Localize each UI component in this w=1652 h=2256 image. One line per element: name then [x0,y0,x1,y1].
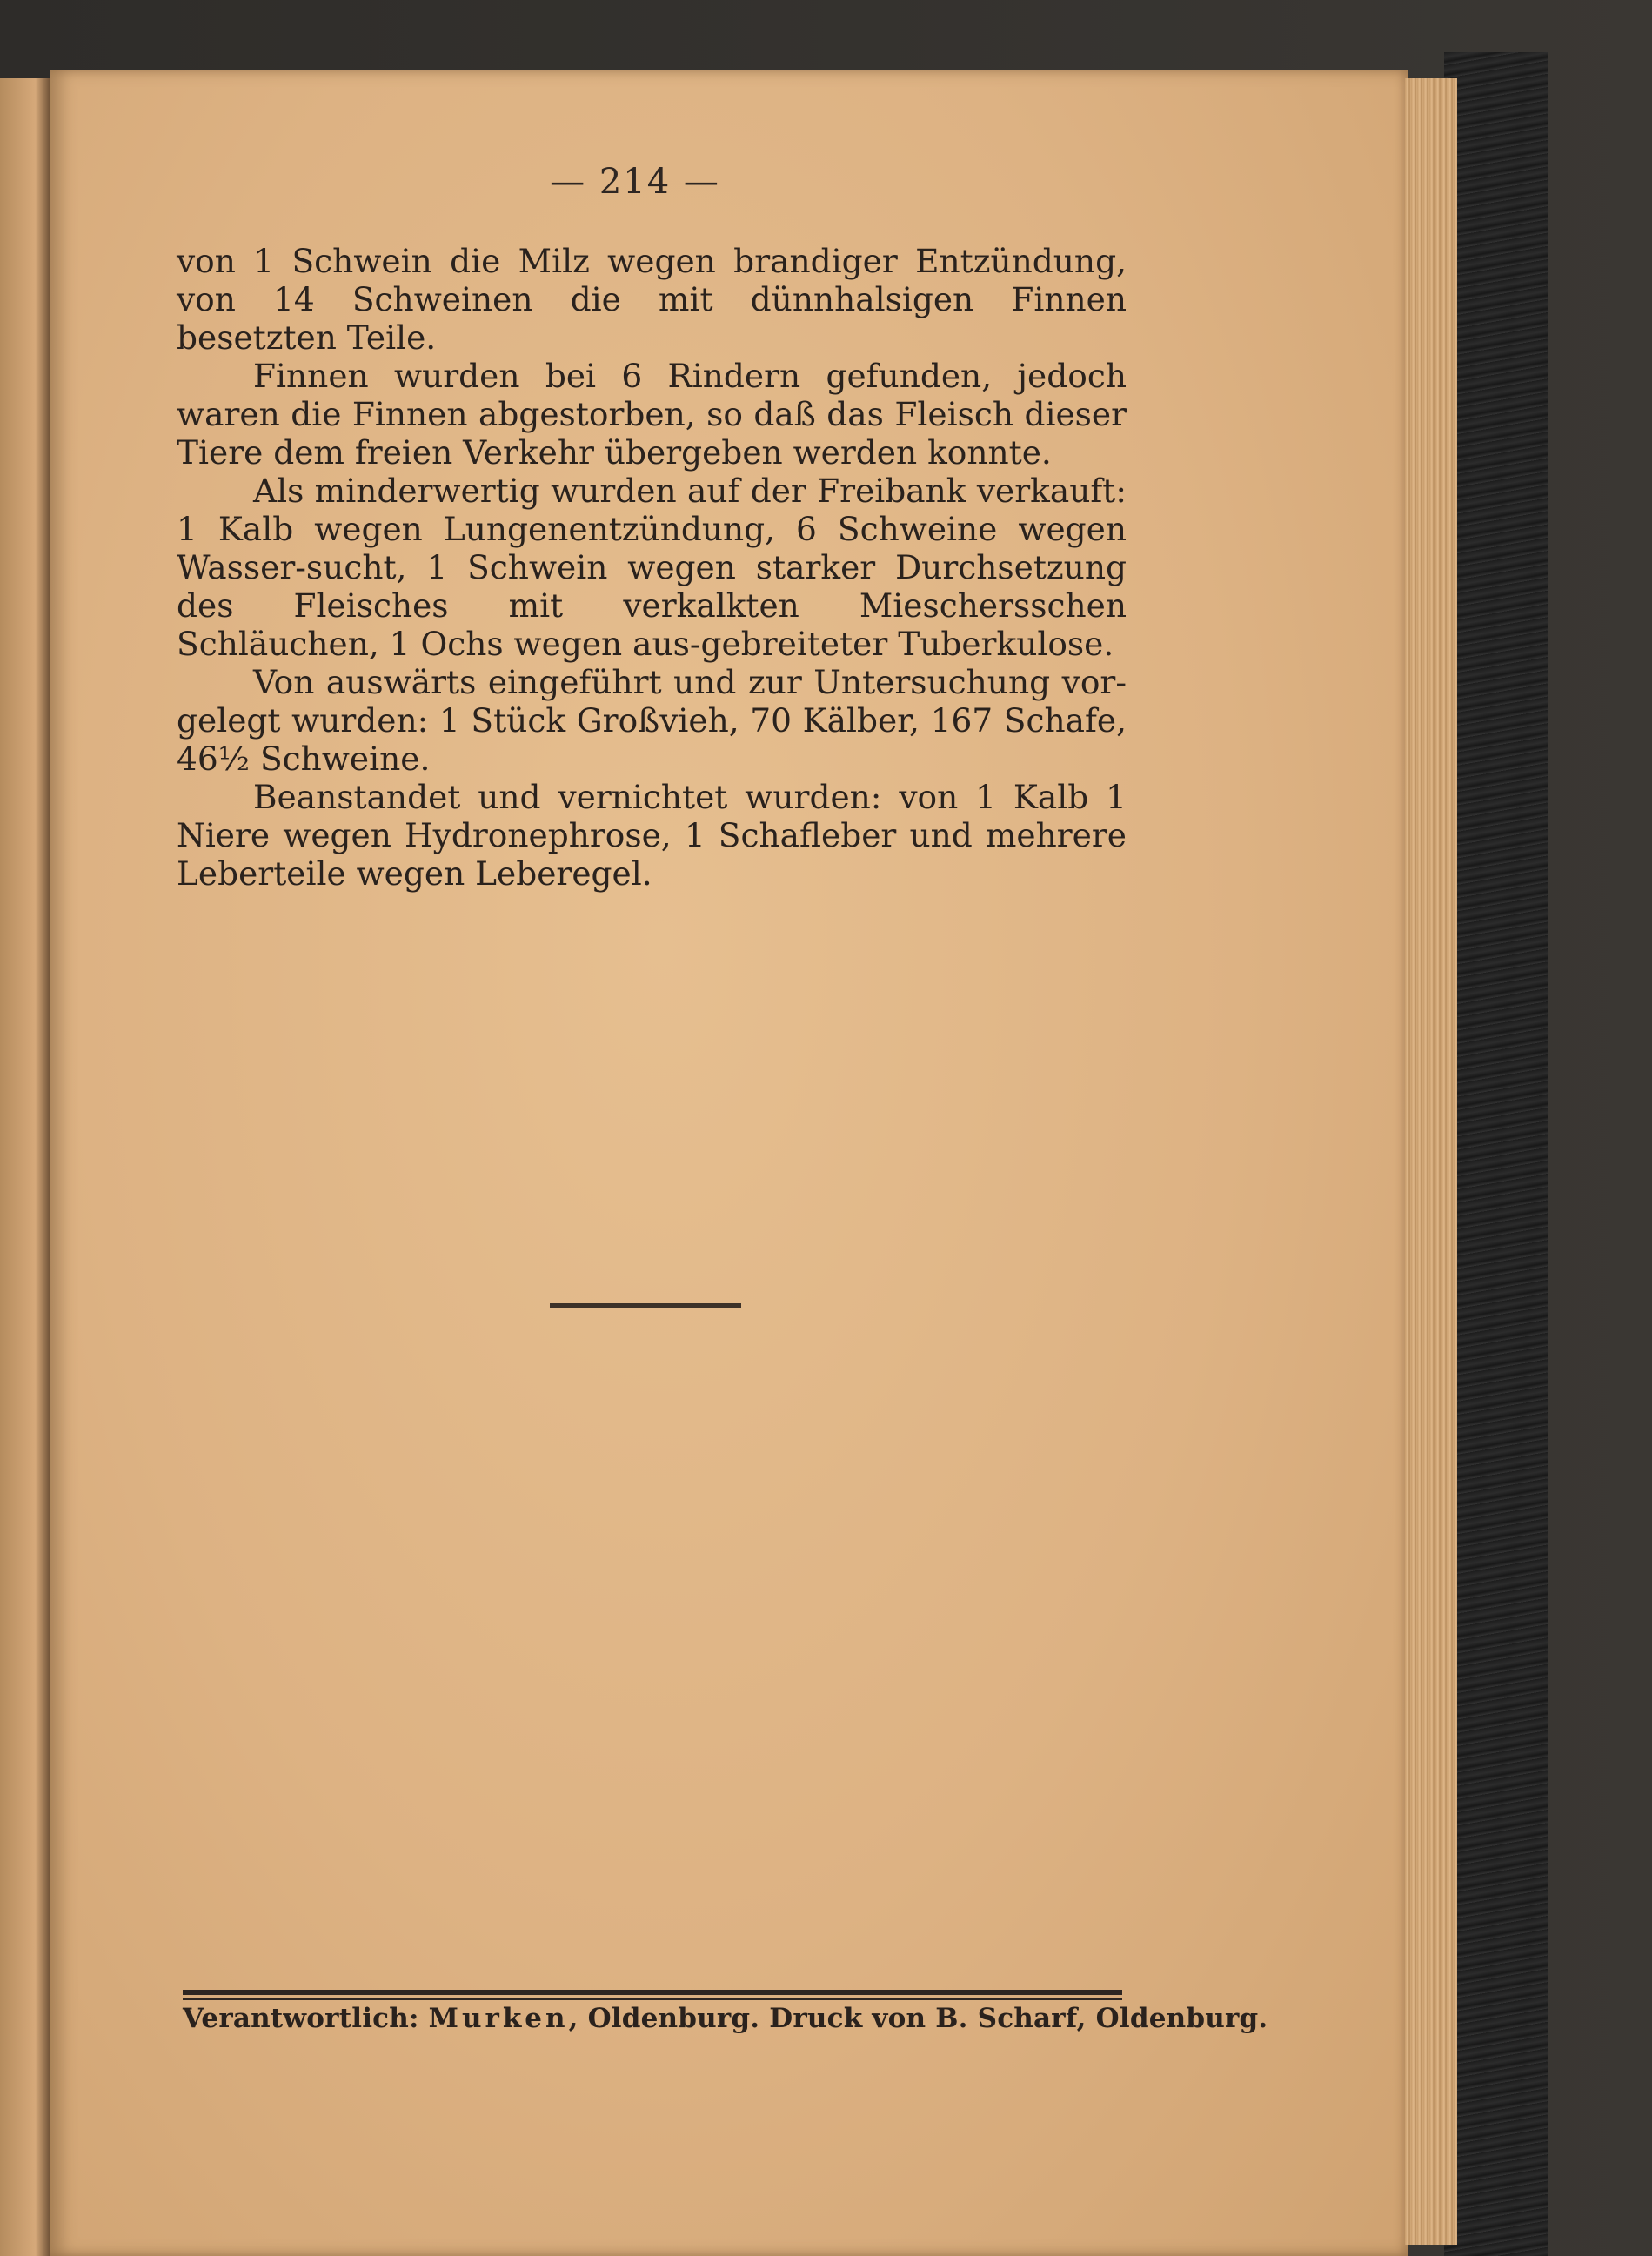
imprint-line [183,2003,1268,2046]
imprint-printer: Druck von B. Scharf, Oldenburg. [769,2003,1268,2034]
imprint-rule-thin [183,1998,1122,2000]
section-end-rule [550,1303,741,1308]
paragraph: Finnen wurden bei 6 Rindern gefunden, jedoch waren die Finnen abgestorben, so daß das Fleisch dieser Tiere dem freien Verkehr übergeben werden konnte. [177,357,1127,472]
imprint-editor: Murken [428,2003,569,2034]
imprint-editor-place: , Oldenburg. [568,2003,760,2034]
paragraph: von 1 Schwein die Milz wegen brandiger Entzündung, von 14 Schweinen die mit dünnhalsigen Finnen besetzten Teile. [177,242,1127,357]
facing-page-edge [0,78,50,2256]
body-text [177,242,1127,893]
page-stack-edge [1405,78,1457,2245]
paragraph: Von auswärts eingeführt und zur Untersuchung vor-gelegt wurden: 1 Stück Großvieh, 70 Kälber, 167 Schafe, 46½ Schweine. [177,663,1127,778]
page-number: — 214 — [550,162,720,202]
book-cover-edge [1444,52,1548,2256]
imprint-rule [183,1990,1122,1995]
imprint-label: Verantwortlich: [183,2003,419,2034]
paragraph: Beanstandet und vernichtet wurden: von 1 Kalb 1 Niere wegen Hydronephrose, 1 Schafleber und mehrere Leberteile wegen Leberegel. [177,778,1127,893]
paragraph: Als minderwertig wurden auf der Freibank verkauft: 1 Kalb wegen Lungenentzündung, 6 Schweine wegen Wasser-sucht, 1 Schwein wegen starker Durchsetzung des Fleisches mit verkalkten Mieschersschen Schläuchen, 1 Ochs wegen aus-gebreiteter Tuberkulose. [177,472,1127,663]
